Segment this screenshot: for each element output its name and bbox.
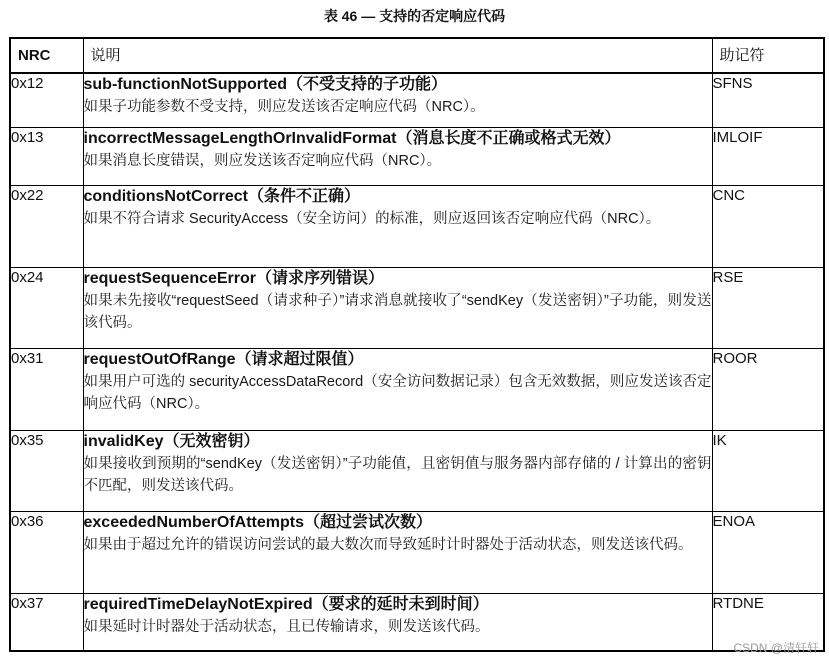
mnemonic: RSE: [712, 267, 824, 348]
nrc-code: 0x31: [10, 348, 83, 430]
nrc-code: 0x12: [10, 73, 83, 127]
table-row: [10, 185, 824, 267]
description-cell: [83, 348, 712, 430]
header-nrc: NRC: [10, 38, 83, 73]
nrc-code: 0x24: [10, 267, 83, 348]
nrc-code: 0x22: [10, 185, 83, 267]
description-title: conditionsNotCorrect（条件不正确）: [83, 187, 360, 205]
description-cell: [83, 593, 712, 651]
description-title: sub-functionNotSupported（不受支持的子功能）: [83, 76, 448, 93]
nrc-code: 0x37: [10, 593, 83, 651]
description-title: exceededNumberOfAttempts（超过尝试次数）: [83, 513, 433, 531]
table-row: [10, 511, 824, 593]
description-cell: [83, 127, 712, 185]
nrc-code: 0x36: [10, 511, 83, 593]
description-cell: [83, 267, 712, 348]
mnemonic: IK: [712, 430, 824, 511]
description-body: 如果接收到预期的“sendKey（发送密钥）”子功能值，且密钥值与服务器内部存储的 / 计算出的密钥不匹配，则发送该代码。: [83, 455, 712, 494]
table-row: [10, 348, 824, 430]
description-body: 如果用户可选的 securityAccessDataRecord（安全访问数据记录）包含无效数据，则应发送该否定响应代码（NRC）。: [83, 373, 712, 412]
table-row: [10, 73, 824, 127]
description-body: 如果不符合请求 SecurityAccess（安全访问）的标准，则应返回该否定响应代码（NRC）。: [83, 210, 661, 227]
description-title: invalidKey（无效密钥）: [83, 432, 260, 450]
mnemonic: ENOA: [712, 511, 824, 593]
table-row: [10, 430, 824, 511]
description-title: requestOutOfRange（请求超过限值）: [83, 350, 364, 368]
description-body: 如果延时计时器处于活动状态，且已传输请求，则发送该代码。: [83, 618, 490, 635]
description-body: 如果未先接收“requestSeed（请求种子）”请求消息就接收了“sendKey（发送密钥）”子功能，则发送该代码。: [83, 292, 712, 331]
nrc-table: [9, 37, 825, 652]
mnemonic: SFNS: [712, 73, 824, 127]
description-body: 如果由于超过允许的错误访问尝试的最大数次而导致延时计时器处于活动状态，则发送该代码。: [83, 536, 693, 553]
description-title: requestSequenceError（请求序列错误）: [83, 269, 385, 287]
description-cell: [83, 511, 712, 593]
header-mnemonic: 助记符: [712, 38, 824, 73]
mnemonic: CNC: [712, 185, 824, 267]
mnemonic: ROOR: [712, 348, 824, 430]
table-caption: 表 46 — 支持的否定响应代码: [323, 8, 506, 24]
description-cell: [83, 185, 712, 267]
nrc-code: 0x35: [10, 430, 83, 511]
mnemonic: RTDNE: [712, 593, 824, 651]
description-body: 如果消息长度错误，则应发送该否定响应代码（NRC）。: [83, 152, 442, 169]
description-title: requiredTimeDelayNotExpired（要求的延时未到时间）: [83, 595, 489, 613]
table-row: [10, 267, 824, 348]
description-body: 如果子功能参数不受支持，则应发送该否定响应代码（NRC）。: [83, 99, 485, 115]
header-row: [10, 38, 824, 73]
description-cell: [83, 73, 712, 127]
mnemonic: IMLOIF: [712, 127, 824, 185]
table-row: [10, 593, 824, 651]
nrc-code: 0x13: [10, 127, 83, 185]
table-row: [10, 127, 824, 185]
description-cell: [83, 430, 712, 511]
header-description: 说明: [83, 38, 712, 73]
description-title: incorrectMessageLengthOrInvalidFormat（消息长度不正确或格式无效）: [83, 129, 621, 147]
watermark-text: CSDN @清轩轩: [733, 641, 819, 655]
